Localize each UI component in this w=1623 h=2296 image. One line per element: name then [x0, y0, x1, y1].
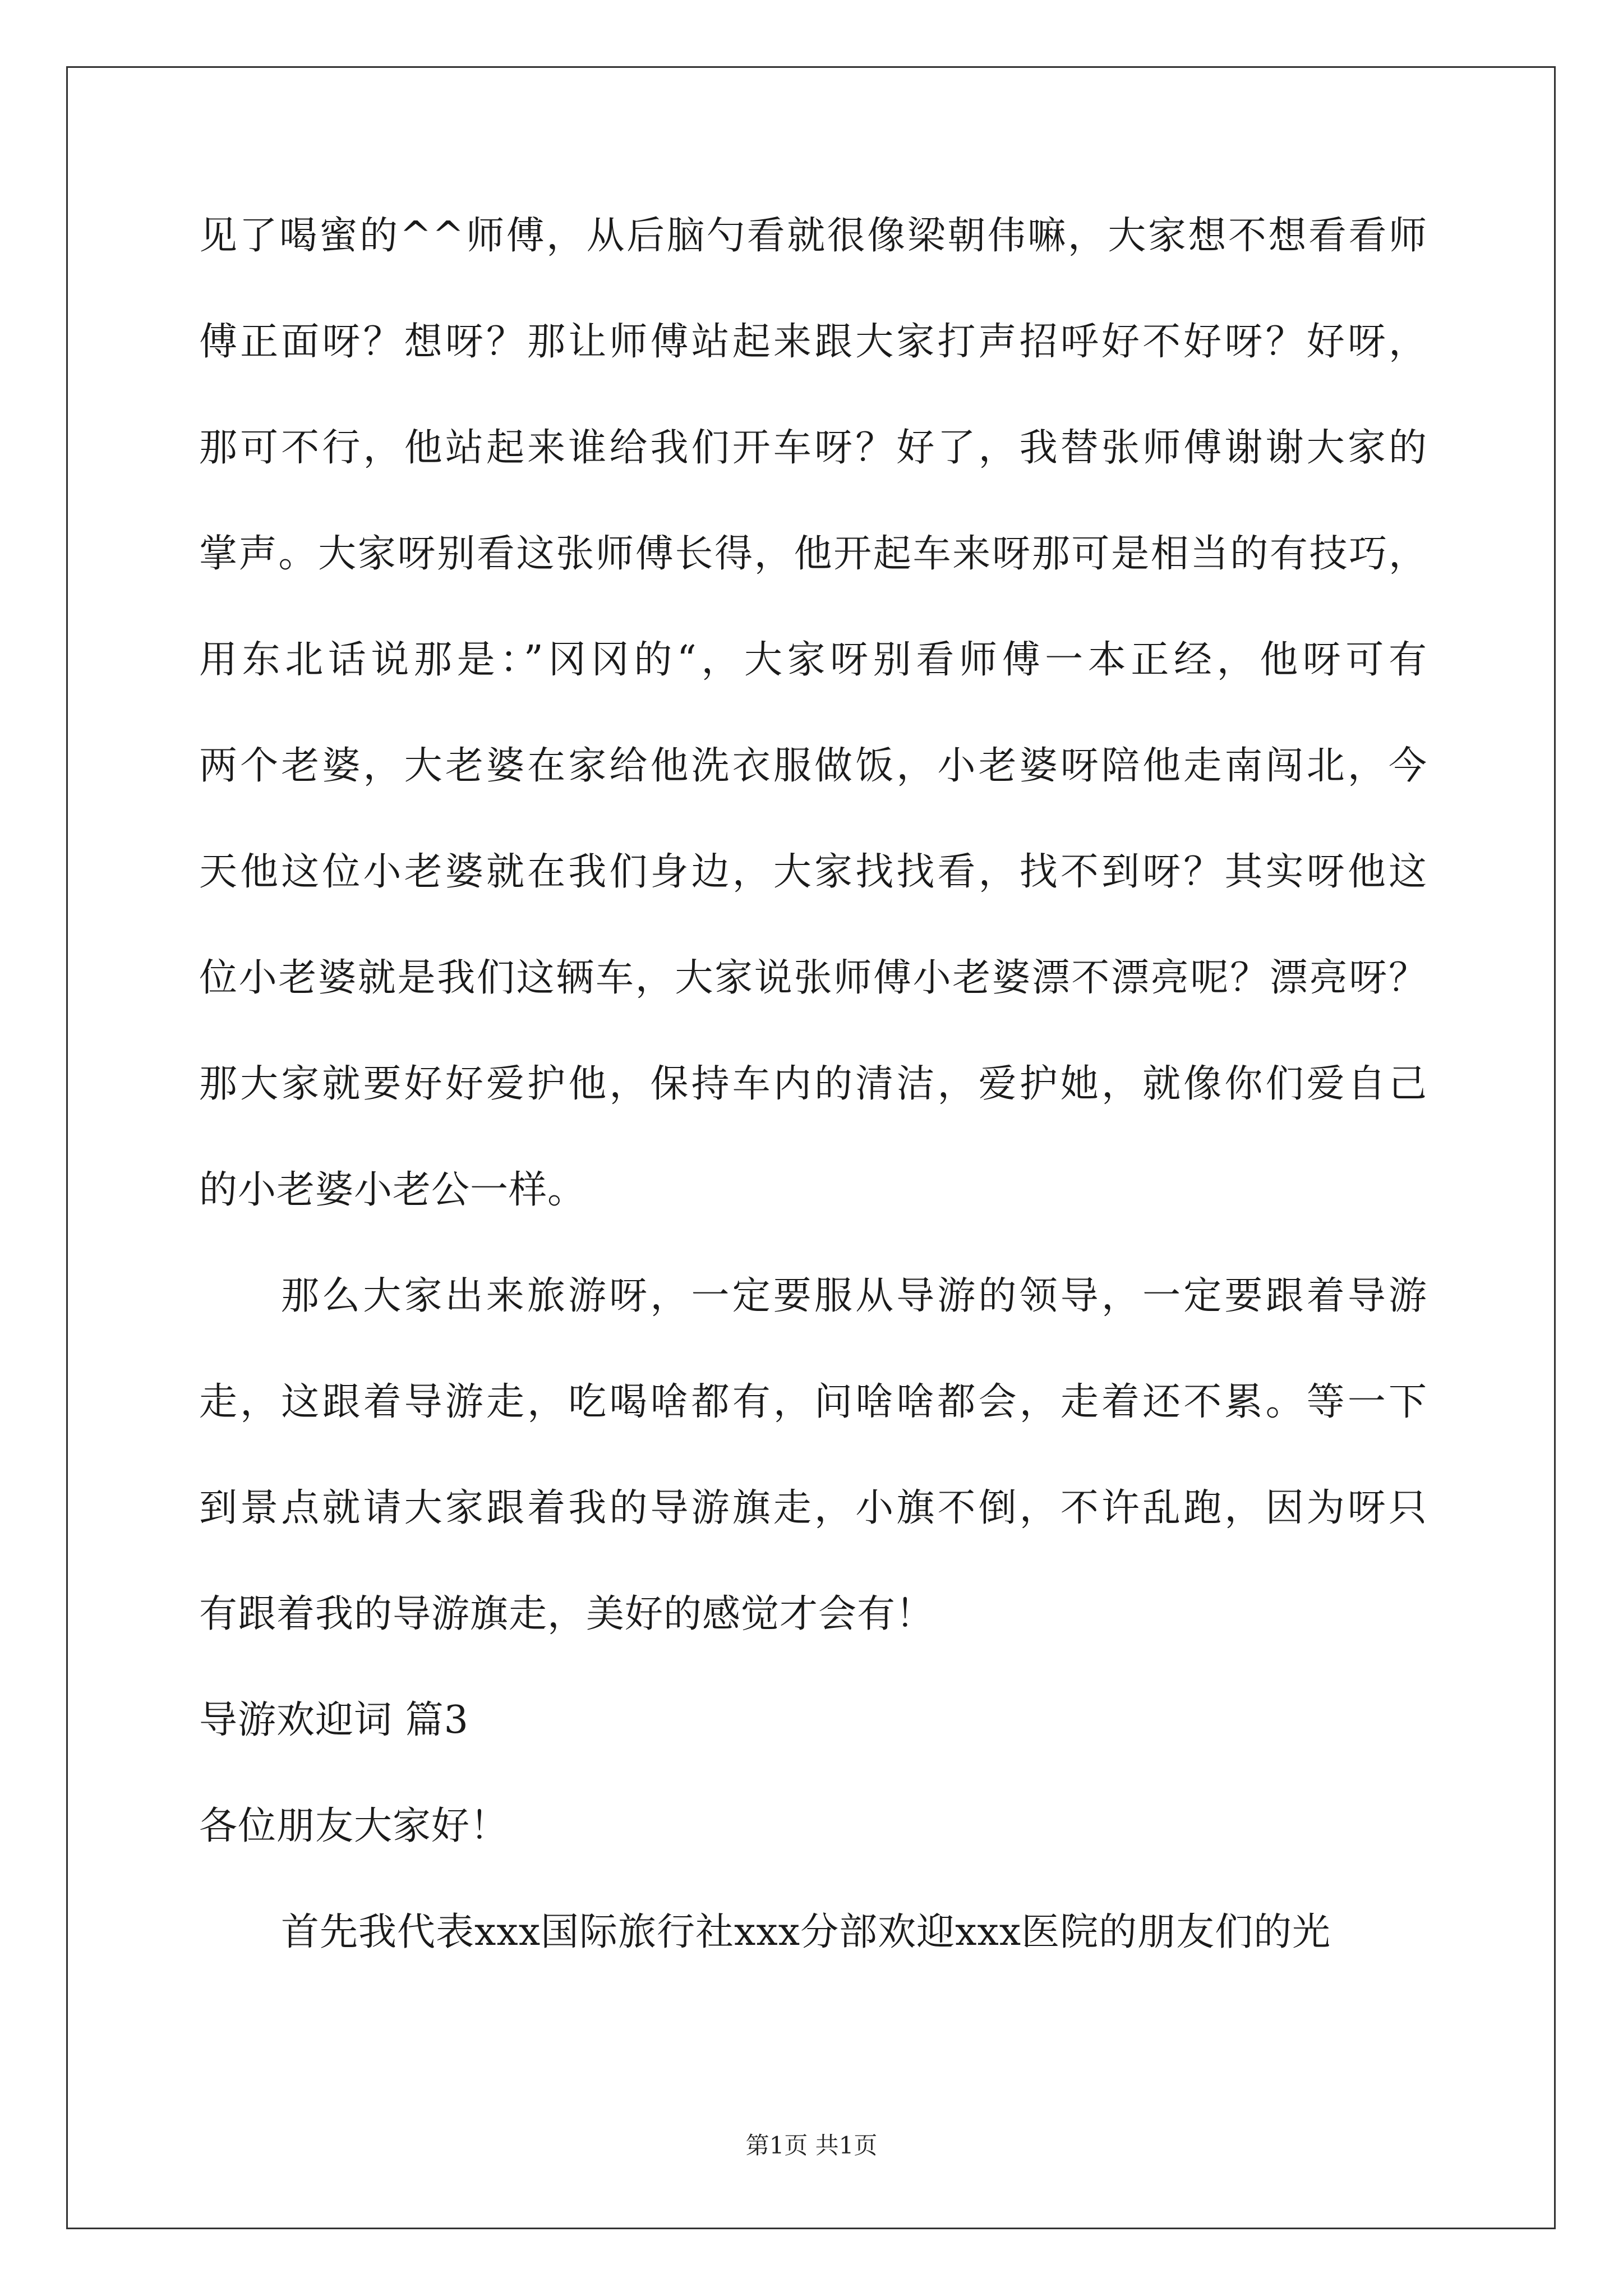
text-line: 用东北话说那是：”冈冈的“，大家呀别看师傅一本正经，他呀可有 [199, 638, 1427, 682]
text-line: 那可不行，他站起来谁给我们开车呀？好了，我替张师傅谢谢大家的 [199, 426, 1427, 470]
document-body [199, 213, 1427, 2016]
text-line: 天他这位小老婆就在我们身边，大家找找看，找不到呀？其实呀他这 [199, 850, 1427, 894]
text-line: 傅正面呀？想呀？那让师傅站起来跟大家打声招呼好不好呀？好呀， [199, 320, 1427, 364]
section-heading: 导游欢迎词 篇3 [199, 1698, 469, 1742]
text-line: 有跟着我的导游旗走，美好的感觉才会有！ [199, 1592, 935, 1636]
text-line: 位小老婆就是我们这辆车，大家说张师傅小老婆漂不漂亮呢？漂亮呀？ [199, 956, 1427, 1000]
text-line: 走，这跟着导游走，吃喝啥都有，问啥啥都会，走着还不累。等一下 [199, 1380, 1427, 1424]
text-line: 那大家就要好好爱护他，保持车内的清洁，爱护她，就像你们爱自己 [199, 1062, 1427, 1106]
text-line: 到景点就请大家跟着我的导游旗走，小旗不倒，不许乱跑，因为呀只 [199, 1486, 1427, 1530]
text-line: 那么大家出来旅游呀，一定要服从导游的领导，一定要跟着导游 [281, 1274, 1427, 1318]
greeting-line: 各位朋友大家好！ [199, 1804, 509, 1848]
text-line: 的小老婆小老公一样。 [199, 1168, 587, 1212]
text-line: 掌声。大家呀别看这张师傅长得，他开起车来呀那可是相当的有技巧， [199, 532, 1427, 576]
text-line: 两个老婆，大老婆在家给他洗衣服做饭，小老婆呀陪他走南闯北，今 [199, 744, 1427, 788]
text-line: 见了喝蜜的^^师傅，从后脑勺看就很像梁朝伟嘛，大家想不想看看师 [199, 214, 1427, 258]
page-footer: 第1页 共1页 [745, 2132, 878, 2159]
text-line: 首先我代表xxx国际旅行社xxx分部欢迎xxx医院的朋友们的光 [281, 1910, 1331, 1954]
